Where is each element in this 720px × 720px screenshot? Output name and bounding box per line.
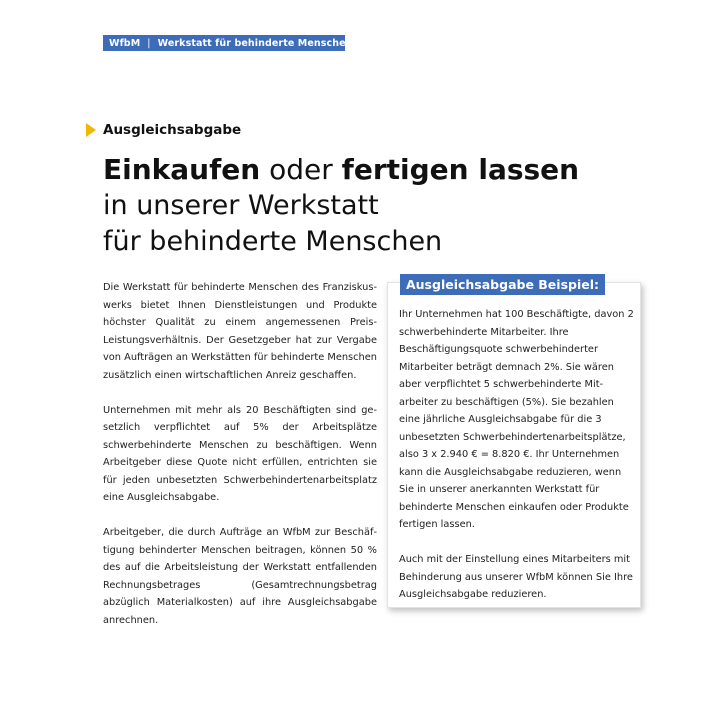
- headline-line-2: in unserer Werkstatt: [103, 190, 379, 221]
- example-paragraph-1: Ihr Unternehmen hat 100 Beschäftigte, davon 2 schwerbehinderte Mitarbeiter. Ihre Beschäftigungsquote schwerbehinderter Mitarbeiter beträgt demnach 2%. Sie wären aber verpflichtet 5 schwerbehinderte Mitarbeiter zu beschäftigen (5%). Sie bezahlen eine jährliche Ausgleichsabgabe für die 3 unbesetzten Schwerbehindertenarbeitsplätze, also 3 x 2.940 € = 8.820 €. Ihr Unternehmen kann die Ausgleichsabgabe reduzieren, wenn Sie in unserer anerkannten Werkstatt für behinderte Menschen einkaufen oder Produkte fertigen lassen.: [399, 309, 634, 530]
- headline-word-fertigen: fertigen lassen: [341, 153, 580, 186]
- headline-word-oder: oder: [260, 153, 342, 186]
- header-subtitle: Werkstatt für behinderte Menschen: [157, 37, 353, 49]
- section-label: [86, 122, 241, 138]
- headline-word-einkaufen: Einkaufen: [103, 153, 261, 186]
- headline-line-1: [103, 152, 579, 188]
- header-bar: [103, 35, 353, 51]
- section-label-text: Ausgleichsabgabe: [103, 122, 242, 138]
- headline: [103, 152, 579, 260]
- headline-line-3: für behinderte Menschen: [103, 226, 443, 257]
- body-paragraph-3: Arbeitgeber, die durch Aufträge an WfbM zur Beschäftigung behinderter Menschen beitragen, können 50 % des auf die Arbeitsleistung der Werkstatt entfallenden Rechnungsbetrages (Gesamtrechnungsbetrag abzüglich Materialkosten) auf ihre Ausgleichsabgabe anrechnen.: [103, 527, 377, 626]
- header-separator: |: [147, 37, 151, 49]
- example-box-text: [399, 306, 635, 621]
- header-org: WfbM: [109, 37, 141, 49]
- example-box-title: Ausgleichsabgabe Beispiel:: [400, 274, 605, 295]
- body-column: [103, 279, 377, 647]
- body-paragraph-1: Die Werkstatt für behinderte Menschen des Franziskuswerks bietet Ihnen Dienstleistungen und Produkte höchster Qualität zu einem angemessenen Preis-Leistungsverhältnis. Der Gesetzgeber hat zur Vergabe von Aufträgen an Werkstätten für behinderte Menschen zusätzlich einen wirtschaftlichen Anreiz geschaffen.: [103, 282, 377, 381]
- triangle-marker-icon: [86, 123, 96, 137]
- body-paragraph-2: Unternehmen mit mehr als 20 Beschäftigten sind gesetzlich verpflichtet auf 5% der Arbeitsplätze schwerbehinderte Menschen zu beschäftigen. Wenn Arbeitgeber diese Quote nicht erfüllen, entrichten sie für jeden unbesetzten Schwerbehindertenarbeitsplatz eine Ausgleichsabgabe.: [103, 404, 377, 503]
- example-paragraph-2: Auch mit der Einstellung eines Mitarbeiters mit Behinderung aus unserer WfbM können Sie Ihre Ausgleichsabgabe reduzieren.: [399, 554, 633, 600]
